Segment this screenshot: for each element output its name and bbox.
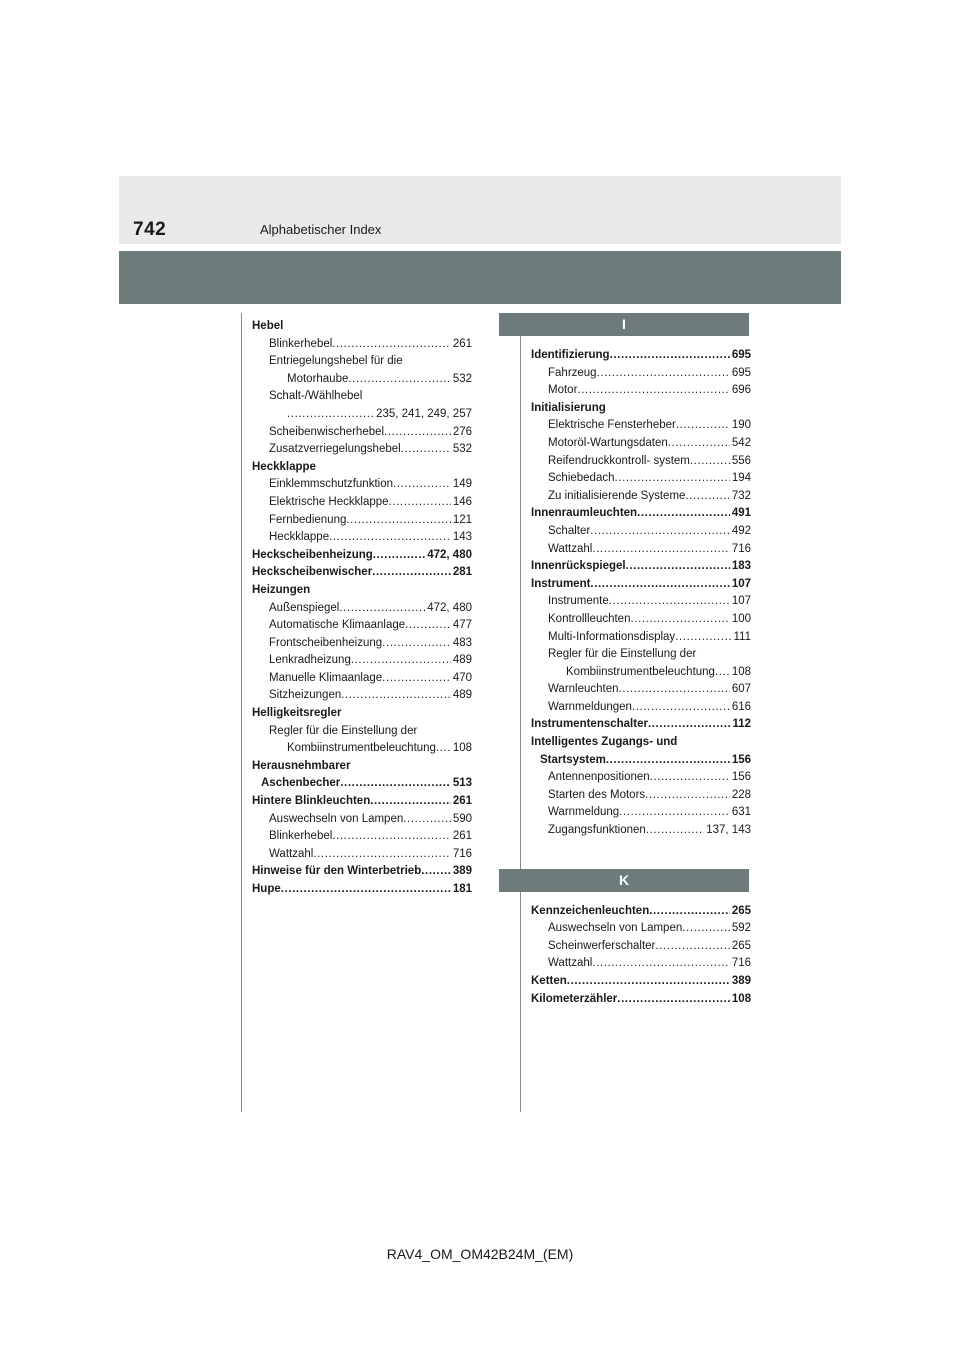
- entry-term: Identifizierung: [531, 349, 610, 361]
- index-entry: [531, 955, 751, 973]
- dot-leader: [370, 793, 451, 811]
- entry-page[interactable]: 194: [731, 472, 751, 485]
- entry-term: Hebel: [252, 320, 284, 332]
- entry-term: Motorhaube: [287, 372, 349, 385]
- dot-leader: [393, 476, 451, 494]
- entry-page[interactable]: 261: [452, 830, 472, 843]
- entry-page[interactable]: 695: [731, 349, 751, 361]
- index-entry: [531, 365, 751, 383]
- index-entry: [531, 664, 751, 682]
- entry-term: Schiebedach: [548, 472, 615, 485]
- entry-page[interactable]: 149: [452, 478, 472, 491]
- dot-leader: [606, 752, 730, 770]
- index-entry: [531, 505, 751, 523]
- dot-leader: [648, 716, 730, 734]
- index-entry: [252, 318, 472, 336]
- index-group-k: [531, 903, 751, 1009]
- entry-term: Scheibenwischerhebel: [269, 425, 385, 438]
- entry-page[interactable]: 108: [452, 742, 472, 755]
- entry-page[interactable]: 261: [452, 795, 472, 808]
- dot-leader: [609, 593, 730, 611]
- entry-term: Kennzeichenleuchten: [531, 904, 650, 917]
- dot-leader: [389, 494, 451, 512]
- entry-page[interactable]: 489: [452, 654, 472, 667]
- index-entry: [252, 758, 472, 776]
- dot-leader: [649, 903, 730, 921]
- index-entry: [531, 699, 751, 717]
- index-entry: [531, 920, 751, 938]
- entry-term: Zugangsfunktionen: [548, 824, 646, 837]
- entry-term: Sitzheizungen: [269, 689, 342, 702]
- entry-term: Instrumentenschalter: [531, 718, 648, 731]
- dot-leader: [373, 547, 425, 565]
- dot-leader: [329, 529, 451, 547]
- entry-page[interactable]: 156: [731, 753, 751, 766]
- index-entry: [531, 681, 751, 699]
- index-entry: [531, 822, 751, 840]
- entry-term: Warnleuchten: [548, 683, 619, 696]
- dot-leader: [382, 635, 451, 653]
- index-entry: [531, 752, 751, 770]
- dot-leader: [372, 564, 451, 582]
- index-entry: [531, 382, 751, 400]
- dot-leader: [421, 863, 451, 881]
- entry-term: Instrument: [531, 577, 591, 590]
- entry-page[interactable]: 470: [452, 671, 472, 684]
- entry-term: Fahrzeug: [548, 366, 597, 379]
- dot-leader: [682, 920, 730, 938]
- entry-term: Hupe: [252, 883, 281, 895]
- entry-term: Starten des Motors: [548, 788, 646, 801]
- dot-leader: [650, 769, 730, 787]
- dot-leader: [436, 740, 451, 758]
- index-entry: [252, 846, 472, 864]
- section-title: Alphabetischer Index: [260, 222, 382, 237]
- entry-page[interactable]: 716: [452, 847, 472, 860]
- index-entry: [252, 388, 472, 406]
- entry-page[interactable]: 111: [733, 630, 751, 643]
- index-entry: [252, 424, 472, 442]
- entry-page[interactable]: 491: [731, 507, 751, 520]
- entry-term: Heckklappe: [252, 460, 316, 473]
- index-entry: [531, 938, 751, 956]
- entry-term: Innenrückspiegel: [531, 560, 626, 573]
- entry-page[interactable]: 143: [452, 531, 472, 544]
- entry-term: Motor: [548, 384, 578, 397]
- index-entry: [531, 973, 751, 991]
- index-entry: [531, 804, 751, 822]
- index-entry: [252, 617, 472, 635]
- entry-term: Schalt-/Wählhebel: [269, 390, 363, 403]
- index-entry: [531, 470, 751, 488]
- index-entry: [252, 600, 472, 618]
- letter-heading-i: I: [499, 313, 749, 336]
- index-column-left: [252, 318, 472, 899]
- entry-page[interactable]: 108: [731, 992, 751, 1005]
- entry-page[interactable]: 492: [731, 524, 751, 537]
- dot-leader: [577, 382, 729, 400]
- index-entry: [252, 476, 472, 494]
- index-entry: [252, 336, 472, 354]
- entry-page[interactable]: 137, 143: [706, 824, 751, 837]
- dot-leader: [567, 973, 730, 991]
- page-header: [119, 176, 841, 244]
- index-entry: [252, 635, 472, 653]
- entry-term: Startsystem: [540, 753, 606, 766]
- dot-leader: [685, 488, 729, 506]
- column-divider-left: [241, 313, 242, 1112]
- entry-term: Schalter: [548, 524, 591, 537]
- dot-leader: [615, 470, 730, 488]
- entry-term: Hintere Blinkleuchten: [252, 795, 371, 808]
- dot-leader: [348, 371, 450, 389]
- entry-page[interactable]: 592: [731, 922, 751, 935]
- index-entry: [531, 435, 751, 453]
- entry-page[interactable]: 556: [731, 454, 751, 467]
- column-divider-right: [520, 313, 521, 1112]
- entry-term: Heckscheibenheizung: [252, 548, 373, 561]
- dot-leader: [626, 558, 730, 576]
- entry-page[interactable]: 261: [452, 337, 472, 350]
- entry-term: Regler für die Einstellung der: [269, 724, 418, 737]
- index-entry: [252, 512, 472, 530]
- entry-term: Lenkradheizung: [269, 654, 351, 667]
- entry-page[interactable]: 389: [731, 975, 751, 987]
- index-entry: [252, 406, 472, 424]
- index-entry: [252, 793, 472, 811]
- dot-leader: [332, 336, 451, 354]
- dot-leader: [668, 435, 730, 453]
- entry-term: Blinkerhebel: [269, 337, 333, 350]
- entry-page[interactable]: 181: [452, 883, 472, 895]
- dot-leader: [332, 828, 451, 846]
- entry-term: Regler für die Einstellung der: [548, 648, 697, 661]
- index-entry: [252, 775, 472, 793]
- entry-term: Wattzahl: [548, 957, 593, 970]
- index-entry: [252, 863, 472, 881]
- dot-leader: [619, 804, 730, 822]
- dot-leader: [610, 347, 730, 365]
- entry-term: Heizungen: [252, 583, 311, 596]
- index-group-i: [531, 347, 751, 840]
- dot-leader: [655, 938, 729, 956]
- dot-leader: [590, 576, 729, 594]
- dot-leader: [281, 881, 451, 899]
- dot-leader: [590, 523, 730, 541]
- entry-term: Außenspiegel: [269, 601, 340, 614]
- entry-term: Zusatzverriegelungshebel: [269, 443, 401, 456]
- dot-leader: [597, 365, 730, 383]
- index-entry: [531, 488, 751, 506]
- entry-term: Wattzahl: [548, 542, 593, 555]
- index-entry: [531, 787, 751, 805]
- dot-leader: [340, 775, 451, 793]
- entry-term: Kombiinstrumentbeleuchtung: [287, 742, 436, 755]
- entry-page[interactable]: 716: [731, 957, 751, 970]
- entry-term: Kilometerzähler: [531, 992, 618, 1005]
- header-band: [119, 251, 841, 304]
- entry-term: Zu initialisierende Systeme: [548, 489, 686, 502]
- entry-term: Multi-Informationsdisplay: [548, 630, 676, 643]
- entry-term: Instrumente: [548, 595, 609, 608]
- index-column-right: [531, 313, 751, 1008]
- entry-term: Aschenbecher: [261, 777, 341, 790]
- dot-leader: [632, 699, 730, 717]
- entry-page[interactable]: 108: [731, 665, 751, 678]
- index-entry: [252, 811, 472, 829]
- entry-page[interactable]: 281: [452, 566, 472, 579]
- entry-term: Frontscheibenheizung: [269, 636, 383, 649]
- entry-term: Helligkeitsregler: [252, 707, 342, 720]
- index-entry: [531, 453, 751, 471]
- index-entry: [531, 347, 751, 365]
- entry-page[interactable]: 107: [731, 577, 751, 590]
- dot-leader: [313, 846, 451, 864]
- entry-term: Antennenpositionen: [548, 771, 650, 784]
- entry-page[interactable]: 489: [452, 689, 472, 702]
- entry-page[interactable]: 112: [732, 718, 751, 731]
- entry-term: Automatische Klimaanlage: [269, 619, 406, 632]
- entry-page[interactable]: 472, 480: [427, 548, 472, 561]
- entry-page[interactable]: 389: [452, 865, 472, 878]
- index-entry: [531, 903, 751, 921]
- index-entry: [252, 529, 472, 547]
- entry-page[interactable]: 696: [731, 384, 751, 397]
- index-entry: [252, 670, 472, 688]
- letter-heading-k: K: [499, 869, 749, 892]
- dot-leader: [592, 955, 730, 973]
- entry-page[interactable]: 235, 241, 249, 257: [376, 407, 472, 420]
- index-entry: [531, 629, 751, 647]
- entry-page[interactable]: 631: [731, 806, 751, 819]
- entry-term: Elektrische Fensterheber: [548, 419, 676, 432]
- entry-term: Kontrollleuchten: [548, 612, 631, 625]
- index-entry: [531, 417, 751, 435]
- entry-page[interactable]: 183: [731, 560, 751, 573]
- entry-page[interactable]: 190: [731, 419, 751, 432]
- index-entry: [252, 582, 472, 600]
- entry-term: Entriegelungshebel für die: [269, 355, 403, 368]
- dot-leader: [384, 424, 451, 442]
- dot-leader: [675, 629, 731, 647]
- entry-term: Wattzahl: [269, 847, 314, 860]
- entry-term: Heckscheibenwischer: [252, 566, 373, 579]
- index-entry: [252, 459, 472, 477]
- index-entry: [531, 611, 751, 629]
- entry-term: Reifendruckkontroll- system: [548, 454, 690, 467]
- entry-page[interactable]: 121: [452, 513, 472, 526]
- index-entry: [531, 576, 751, 594]
- dot-leader: [619, 681, 730, 699]
- index-entry: [252, 652, 472, 670]
- entry-term: Auswechseln von Lampen: [269, 812, 404, 825]
- dot-leader: [341, 687, 451, 705]
- entry-page[interactable]: 732: [731, 489, 751, 502]
- index-entry: [531, 558, 751, 576]
- dot-leader: [645, 787, 730, 805]
- dot-leader: [646, 822, 704, 840]
- index-entry: [531, 991, 751, 1009]
- entry-term: Intelligentes Zugangs- und: [531, 736, 678, 749]
- entry-page[interactable]: 616: [731, 700, 751, 713]
- entry-term: Elektrische Heckklappe: [269, 495, 389, 508]
- entry-page[interactable]: 276: [452, 425, 472, 438]
- index-entry: [531, 400, 751, 418]
- entry-page[interactable]: 590: [452, 812, 472, 825]
- dot-leader: [382, 670, 451, 688]
- entry-term: Hinweise für den Winterbetrieb: [252, 865, 422, 878]
- dot-leader: [637, 505, 730, 523]
- index-entry: [531, 593, 751, 611]
- entry-term: Initialisierung: [531, 401, 606, 414]
- dot-leader: [401, 441, 451, 459]
- index-entry: [252, 494, 472, 512]
- index-entry: [531, 646, 751, 664]
- entry-page[interactable]: 472, 480: [427, 601, 472, 614]
- entry-page[interactable]: 716: [731, 542, 751, 555]
- index-entry: [252, 740, 472, 758]
- entry-term: Ketten: [531, 975, 567, 987]
- dot-leader: [617, 991, 730, 1009]
- index-entry: [252, 441, 472, 459]
- index-entry: [531, 769, 751, 787]
- entry-page[interactable]: 477: [452, 619, 472, 632]
- entry-page[interactable]: 156: [731, 771, 751, 784]
- index-entry: [252, 371, 472, 389]
- entry-page[interactable]: 100: [731, 612, 751, 625]
- entry-page[interactable]: 532: [452, 372, 472, 385]
- entry-page[interactable]: 695: [731, 366, 751, 379]
- dot-leader: [405, 617, 451, 635]
- dot-leader: [339, 600, 425, 618]
- index-entry: [252, 723, 472, 741]
- entry-term: Warnmeldungen: [548, 700, 632, 713]
- entry-page[interactable]: 483: [452, 636, 472, 649]
- entry-page[interactable]: 513: [452, 777, 472, 790]
- dot-leader: [351, 652, 451, 670]
- entry-term: Heckklappe: [269, 531, 330, 544]
- dot-leader: [346, 512, 450, 530]
- entry-term: Innenraumleuchten: [531, 507, 638, 520]
- entry-term: Kombiinstrumentbeleuchtung: [566, 665, 715, 678]
- dot-leader: [287, 406, 374, 424]
- entry-term: Manuelle Klimaanlage: [269, 671, 383, 684]
- entry-term: Herausnehmbarer: [252, 759, 351, 772]
- entry-page[interactable]: 107: [731, 595, 751, 608]
- index-entry: [252, 828, 472, 846]
- index-entry: [252, 705, 472, 723]
- index-entry: [252, 687, 472, 705]
- entry-page[interactable]: 265: [731, 939, 751, 952]
- index-entry: [531, 523, 751, 541]
- index-entry: [531, 734, 751, 752]
- entry-page[interactable]: 607: [731, 683, 751, 696]
- dot-leader: [690, 453, 730, 471]
- entry-page[interactable]: 228: [731, 788, 751, 801]
- entry-term: Fernbedienung: [269, 513, 347, 526]
- entry-page[interactable]: 146: [452, 495, 472, 508]
- index-entry: [252, 564, 472, 582]
- entry-page[interactable]: 265: [731, 904, 751, 917]
- dot-leader: [592, 541, 730, 559]
- index-entry: [252, 353, 472, 371]
- dot-leader: [403, 811, 451, 829]
- index-entry: [252, 547, 472, 565]
- index-entry: [531, 716, 751, 734]
- entry-term: Blinkerhebel: [269, 830, 333, 843]
- dot-leader: [676, 417, 730, 435]
- entry-term: Scheinwerferschalter: [548, 939, 656, 952]
- entry-term: Einklemmschutzfunktion: [269, 478, 393, 491]
- dot-leader: [630, 611, 729, 629]
- index-entry: [531, 541, 751, 559]
- entry-page[interactable]: 542: [731, 436, 751, 449]
- index-entry: [252, 881, 472, 899]
- entry-term: Auswechseln von Lampen: [548, 922, 683, 935]
- dot-leader: [715, 664, 730, 682]
- page-number: 742: [133, 219, 167, 240]
- entry-term: Motoröl-Wartungsdaten: [548, 436, 668, 449]
- entry-term: Warnmeldung: [548, 806, 620, 819]
- entry-page[interactable]: 532: [452, 443, 472, 456]
- document-code: RAV4_OM_OM42B24M_(EM): [386, 1246, 574, 1262]
